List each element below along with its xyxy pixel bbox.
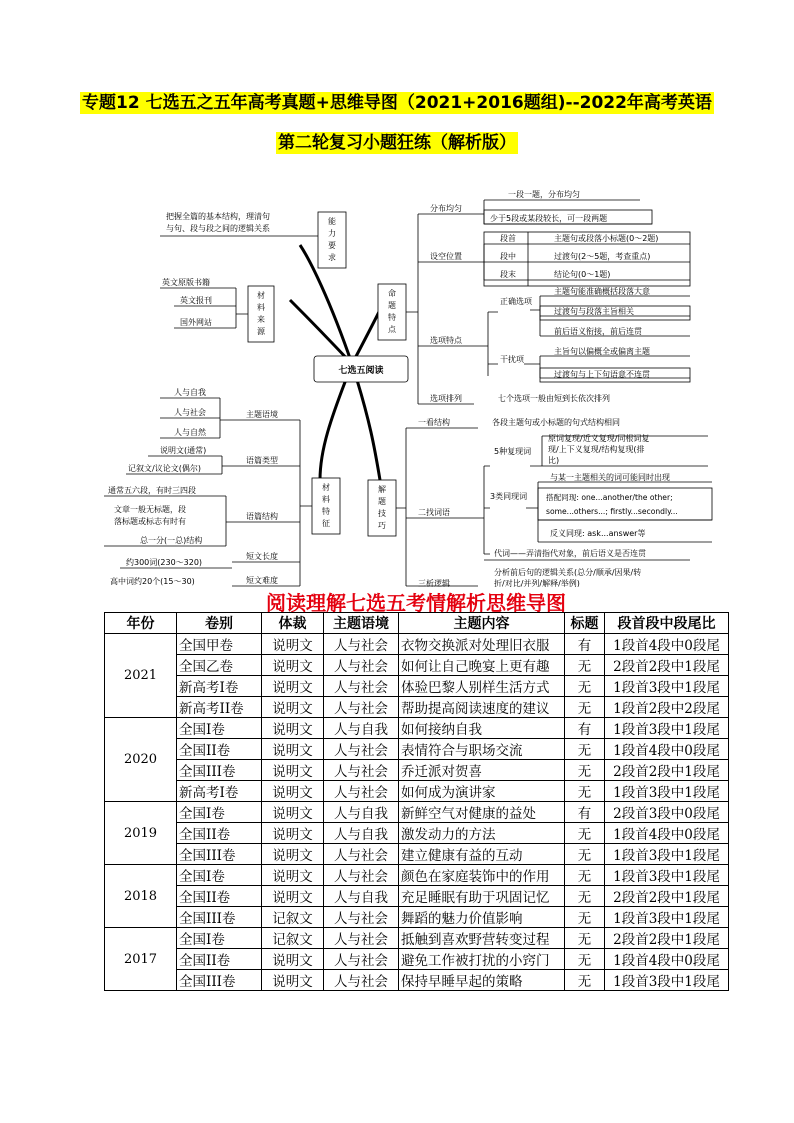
- svg-text:三析逻辑: 三析逻辑: [418, 579, 450, 587]
- theme-cell: 人与自我: [324, 886, 399, 907]
- ratio-cell: 1段首3段中1段尾: [605, 676, 729, 697]
- paper-cell: 新高考I卷: [177, 781, 262, 802]
- theme-cell: 人与社会: [324, 739, 399, 760]
- table-row: [105, 907, 729, 928]
- svg-text:高中词约20个(15～30): 高中词约20个(15～30): [110, 577, 195, 586]
- paper-cell: 全国I卷: [177, 928, 262, 949]
- genre-cell: 说明文: [262, 676, 324, 697]
- svg-text:5种复现词: 5种复现词: [494, 447, 532, 456]
- ratio-cell: 1段首4段中0段尾: [605, 634, 729, 655]
- document-title-line-2: 第二轮复习小题狂练（解析版）: [278, 133, 516, 153]
- title-flag-cell: 无: [565, 697, 605, 718]
- title-flag-cell: 无: [565, 907, 605, 928]
- center-node-label: 七选五阅读: [338, 366, 384, 376]
- header-title-flag: 标题: [565, 613, 605, 634]
- svg-text:技: 技: [378, 509, 386, 518]
- theme-cell: 人与社会: [324, 949, 399, 970]
- ratio-cell: 1段首4段中0段尾: [605, 739, 729, 760]
- svg-text:段首: 段首: [500, 234, 516, 243]
- svg-text:过渡句与段落主旨相关: 过渡句与段落主旨相关: [554, 307, 634, 316]
- ability-char-3: 要: [328, 241, 336, 250]
- svg-text:特: 特: [388, 313, 396, 322]
- ability-char-2: 力: [328, 229, 336, 238]
- svg-text:段中: 段中: [500, 252, 516, 261]
- svg-text:干扰项: 干扰项: [500, 355, 524, 364]
- ratio-cell: 1段首3段中1段尾: [605, 844, 729, 865]
- header-content: 主题内容: [399, 613, 565, 634]
- svg-text:分布均匀: 分布均匀: [430, 204, 462, 213]
- genre-cell: 说明文: [262, 697, 324, 718]
- svg-text:正确选项: 正确选项: [500, 297, 532, 306]
- year-cell: 2020: [105, 718, 177, 802]
- ratio-cell: 1段首4段中0段尾: [605, 949, 729, 970]
- theme-cell: 人与社会: [324, 760, 399, 781]
- table-header-row: [105, 613, 729, 634]
- genre-cell: 说明文: [262, 760, 324, 781]
- genre-cell: 说明文: [262, 634, 324, 655]
- table-row: [105, 781, 729, 802]
- genre-cell: 说明文: [262, 970, 324, 991]
- title-flag-cell: 无: [565, 928, 605, 949]
- table-body: [105, 634, 729, 991]
- content-cell: 表情符合与职场交流: [399, 739, 565, 760]
- title-flag-cell: 无: [565, 865, 605, 886]
- svg-text:现/上下义复现/结构复现(排: 现/上下义复现/结构复现(排: [548, 445, 645, 454]
- svg-text:some...others...; firstly...se: some...others...; firstly...secondly...: [546, 507, 678, 516]
- theme-cell: 人与社会: [324, 697, 399, 718]
- ratio-cell: 2段首2段中1段尾: [605, 928, 729, 949]
- svg-text:3类同现词: 3类同现词: [490, 492, 528, 501]
- ratio-cell: 1段首4段中0段尾: [605, 823, 729, 844]
- ratio-cell: 2段首2段中1段尾: [605, 760, 729, 781]
- svg-text:选项排列: 选项排列: [430, 394, 462, 403]
- svg-text:折/对比/并列/解释/举例): 折/对比/并列/解释/举例): [494, 579, 580, 587]
- theme-cell: 人与自我: [324, 802, 399, 823]
- genre-cell: 说明文: [262, 949, 324, 970]
- svg-text:总一分(一总)结构: 总一分(一总)结构: [140, 536, 203, 545]
- content-cell: 帮助提高阅读速度的建议: [399, 697, 565, 718]
- svg-text:约300词(230～320): 约300词(230～320): [126, 558, 203, 567]
- content-cell: 新鲜空气对健康的益处: [399, 802, 565, 823]
- source-item-2: 英文报刊: [180, 296, 212, 305]
- svg-text:各段主题句或小标题的句式结构相同: 各段主题句或小标题的句式结构相同: [492, 418, 620, 427]
- content-cell: 如何让自己晚宴上更有趣: [399, 655, 565, 676]
- svg-text:与某一主题相关的词可能同时出现: 与某一主题相关的词可能同时出现: [550, 473, 670, 482]
- svg-text:特: 特: [322, 507, 330, 516]
- svg-text:主题句能准确概括段落大意: 主题句能准确概括段落大意: [554, 287, 650, 296]
- svg-text:选项特点: 选项特点: [430, 336, 462, 345]
- svg-text:题: 题: [378, 497, 386, 506]
- theme-cell: 人与社会: [324, 907, 399, 928]
- svg-text:一看结构: 一看结构: [418, 418, 450, 427]
- content-cell: 如何成为演讲家: [399, 781, 565, 802]
- svg-text:结论句(0～1题): 结论句(0～1题): [554, 270, 611, 279]
- genre-cell: 说明文: [262, 802, 324, 823]
- svg-text:前后语义衔接，前后连贯: 前后语义衔接，前后连贯: [554, 327, 642, 336]
- svg-text:比): 比): [548, 456, 560, 465]
- paper-cell: 全国III卷: [177, 760, 262, 781]
- paper-cell: 全国III卷: [177, 970, 262, 991]
- table-title: 阅读理解七选五考情解析思维导图: [266, 591, 566, 615]
- ratio-cell: 2段首2段中1段尾: [605, 655, 729, 676]
- svg-text:解: 解: [378, 485, 386, 494]
- table-row: [105, 655, 729, 676]
- table-row: [105, 697, 729, 718]
- content-cell: 保持早睡早起的策略: [399, 970, 565, 991]
- exam-analysis-table: [104, 612, 729, 991]
- title-flag-cell: 有: [565, 718, 605, 739]
- title-flag-cell: 无: [565, 781, 605, 802]
- header-year: 年份: [105, 613, 177, 634]
- theme-cell: 人与社会: [324, 970, 399, 991]
- genre-cell: 说明文: [262, 781, 324, 802]
- svg-text:人与社会: 人与社会: [174, 408, 206, 417]
- title-flag-cell: 无: [565, 886, 605, 907]
- paper-cell: 新高考II卷: [177, 697, 262, 718]
- paper-cell: 全国III卷: [177, 844, 262, 865]
- theme-cell: 人与社会: [324, 655, 399, 676]
- year-cell: 2018: [105, 865, 177, 928]
- mind-map: [0, 180, 794, 587]
- paper-cell: 全国甲卷: [177, 634, 262, 655]
- title-flag-cell: 无: [565, 949, 605, 970]
- theme-cell: 人与自我: [324, 718, 399, 739]
- ratio-cell: 1段首3段中1段尾: [605, 907, 729, 928]
- content-cell: 颜色在家庭装饰中的作用: [399, 865, 565, 886]
- genre-cell: 说明文: [262, 886, 324, 907]
- svg-text:搭配同现: one...another/the other;: 搭配同现: one...another/the other;: [546, 493, 673, 502]
- title-flag-cell: 无: [565, 760, 605, 781]
- ratio-cell: 1段首3段中1段尾: [605, 970, 729, 991]
- year-cell: 2021: [105, 634, 177, 718]
- title-flag-cell: 有: [565, 634, 605, 655]
- year-cell: 2017: [105, 928, 177, 991]
- header-genre: 体裁: [262, 613, 324, 634]
- svg-text:题: 题: [388, 301, 396, 310]
- svg-text:落标题或标志有时有: 落标题或标志有时有: [114, 517, 186, 526]
- svg-text:语篇结构: 语篇结构: [246, 512, 278, 521]
- svg-text:设空位置: 设空位置: [430, 252, 462, 261]
- svg-text:主题句或段落小标题(0～2题): 主题句或段落小标题(0～2题): [554, 234, 659, 243]
- svg-text:点: 点: [388, 325, 396, 334]
- svg-text:七个选项一般由短到长依次排列: 七个选项一般由短到长依次排列: [498, 394, 610, 403]
- title-flag-cell: 无: [565, 655, 605, 676]
- title-flag-cell: 无: [565, 739, 605, 760]
- paper-cell: 全国I卷: [177, 865, 262, 886]
- header-ratio: 段首段中段尾比: [605, 613, 729, 634]
- source-item-3: 国外网站: [180, 318, 212, 327]
- genre-cell: 记叙文: [262, 907, 324, 928]
- svg-text:短文长度: 短文长度: [246, 552, 278, 561]
- source-item-1: 英文原版书籍: [162, 278, 210, 287]
- svg-text:段末: 段末: [500, 270, 516, 279]
- year-cell: 2019: [105, 802, 177, 865]
- paper-cell: 全国I卷: [177, 718, 262, 739]
- theme-cell: 人与社会: [324, 844, 399, 865]
- content-cell: 舞蹈的魅力价值影响: [399, 907, 565, 928]
- header-paper: 卷别: [177, 613, 262, 634]
- ratio-cell: 2段首2段中1段尾: [605, 886, 729, 907]
- svg-text:说明文(通常): 说明文(通常): [160, 446, 207, 455]
- svg-text:过渡句(2～5题，考查重点): 过渡句(2～5题，考查重点): [554, 252, 651, 261]
- svg-text:短文难度: 短文难度: [246, 576, 278, 585]
- svg-text:料: 料: [257, 303, 265, 312]
- svg-text:人与自然: 人与自然: [174, 428, 206, 437]
- table-row: [105, 634, 729, 655]
- paper-cell: 新高考I卷: [177, 676, 262, 697]
- theme-cell: 人与社会: [324, 865, 399, 886]
- table-row: [105, 802, 729, 823]
- svg-text:征: 征: [322, 519, 330, 528]
- svg-text:记叙文/议论文(偶尔): 记叙文/议论文(偶尔): [128, 464, 201, 473]
- theme-cell: 人与社会: [324, 781, 399, 802]
- table-row: [105, 760, 729, 781]
- svg-text:少于5段或某段较长，可一段两题: 少于5段或某段较长，可一段两题: [490, 214, 608, 223]
- ratio-cell: 1段首3段中1段尾: [605, 865, 729, 886]
- paper-cell: 全国I卷: [177, 802, 262, 823]
- table-row: [105, 718, 729, 739]
- ability-char-1: 能: [328, 217, 336, 226]
- table-row: [105, 823, 729, 844]
- svg-text:料: 料: [322, 495, 330, 504]
- paper-cell: 全国乙卷: [177, 655, 262, 676]
- genre-cell: 记叙文: [262, 928, 324, 949]
- title-flag-cell: 无: [565, 970, 605, 991]
- svg-text:人与自我: 人与自我: [174, 388, 206, 397]
- table-row: [105, 676, 729, 697]
- svg-text:二找词语: 二找词语: [418, 508, 450, 517]
- paper-cell: 全国II卷: [177, 886, 262, 907]
- table-row: [105, 865, 729, 886]
- paper-cell: 全国II卷: [177, 823, 262, 844]
- svg-text:通常五六段，有时三四段: 通常五六段，有时三四段: [108, 486, 196, 495]
- ability-desc-2: 与句、段与段之间的逻辑关系: [166, 224, 270, 233]
- genre-cell: 说明文: [262, 844, 324, 865]
- paper-cell: 全国III卷: [177, 907, 262, 928]
- theme-cell: 人与社会: [324, 676, 399, 697]
- header-theme: 主题语境: [324, 613, 399, 634]
- content-cell: 抵触到喜欢野营转变过程: [399, 928, 565, 949]
- genre-cell: 说明文: [262, 718, 324, 739]
- title-flag-cell: 有: [565, 802, 605, 823]
- svg-text:分析前后句的逻辑关系(总分/顺承/因果/转: 分析前后句的逻辑关系(总分/顺承/因果/转: [494, 568, 642, 577]
- ratio-cell: 1段首2段中2段尾: [605, 697, 729, 718]
- content-cell: 避免工作被打扰的小窍门: [399, 949, 565, 970]
- svg-text:原词复现/近义复现/同根词复: 原词复现/近义复现/同根词复: [548, 434, 650, 443]
- content-cell: 充足睡眠有助于巩固记忆: [399, 886, 565, 907]
- document-title-line-1: 专题12 七选五之五年高考真题+思维导图（2021+2016题组)--2022年高考英语: [82, 93, 712, 113]
- genre-cell: 说明文: [262, 823, 324, 844]
- table-row: [105, 886, 729, 907]
- genre-cell: 说明文: [262, 739, 324, 760]
- paper-cell: 全国II卷: [177, 739, 262, 760]
- svg-text:主旨句以偏概全或偏离主题: 主旨句以偏概全或偏离主题: [554, 347, 650, 356]
- svg-text:一段一题，分布均匀: 一段一题，分布均匀: [508, 190, 580, 199]
- title-flag-cell: 无: [565, 676, 605, 697]
- table-row: [105, 739, 729, 760]
- ratio-cell: 1段首3段中1段尾: [605, 718, 729, 739]
- svg-text:来: 来: [257, 315, 265, 324]
- content-cell: 激发动力的方法: [399, 823, 565, 844]
- ability-desc-1: 把握全篇的基本结构，理清句: [166, 212, 270, 221]
- svg-text:命: 命: [388, 289, 396, 298]
- content-cell: 衣物交换派对处理旧衣服: [399, 634, 565, 655]
- genre-cell: 说明文: [262, 655, 324, 676]
- svg-text:文章一般无标题，段: 文章一般无标题，段: [114, 505, 186, 514]
- svg-text:主题语境: 主题语境: [246, 410, 278, 419]
- table-row: [105, 844, 729, 865]
- paper-cell: 全国II卷: [177, 949, 262, 970]
- theme-cell: 人与自我: [324, 823, 399, 844]
- table-row: [105, 928, 729, 949]
- svg-text:代词——弄清指代对象，前后语义是否连贯: 代词——弄清指代对象，前后语义是否连贯: [494, 549, 646, 558]
- title-flag-cell: 无: [565, 844, 605, 865]
- theme-cell: 人与社会: [324, 634, 399, 655]
- content-cell: 如何接纳自我: [399, 718, 565, 739]
- svg-text:反义同现: ask...answer等: 反义同现: ask...answer等: [550, 529, 646, 538]
- content-cell: 体验巴黎人别样生活方式: [399, 676, 565, 697]
- svg-text:材: 材: [257, 291, 265, 300]
- content-cell: 建立健康有益的互动: [399, 844, 565, 865]
- svg-text:巧: 巧: [378, 521, 386, 530]
- theme-cell: 人与社会: [324, 928, 399, 949]
- ratio-cell: 2段首3段中0段尾: [605, 802, 729, 823]
- ratio-cell: 1段首3段中1段尾: [605, 781, 729, 802]
- svg-text:过渡句与上下句语意不连贯: 过渡句与上下句语意不连贯: [554, 370, 650, 379]
- genre-cell: 说明文: [262, 865, 324, 886]
- table-row: [105, 970, 729, 991]
- svg-text:语篇类型: 语篇类型: [246, 456, 278, 465]
- svg-text:材: 材: [322, 483, 330, 492]
- svg-text:源: 源: [257, 327, 265, 336]
- content-cell: 乔迁派对贺喜: [399, 760, 565, 781]
- table-row: [105, 949, 729, 970]
- ability-char-4: 求: [328, 253, 336, 262]
- title-flag-cell: 无: [565, 823, 605, 844]
